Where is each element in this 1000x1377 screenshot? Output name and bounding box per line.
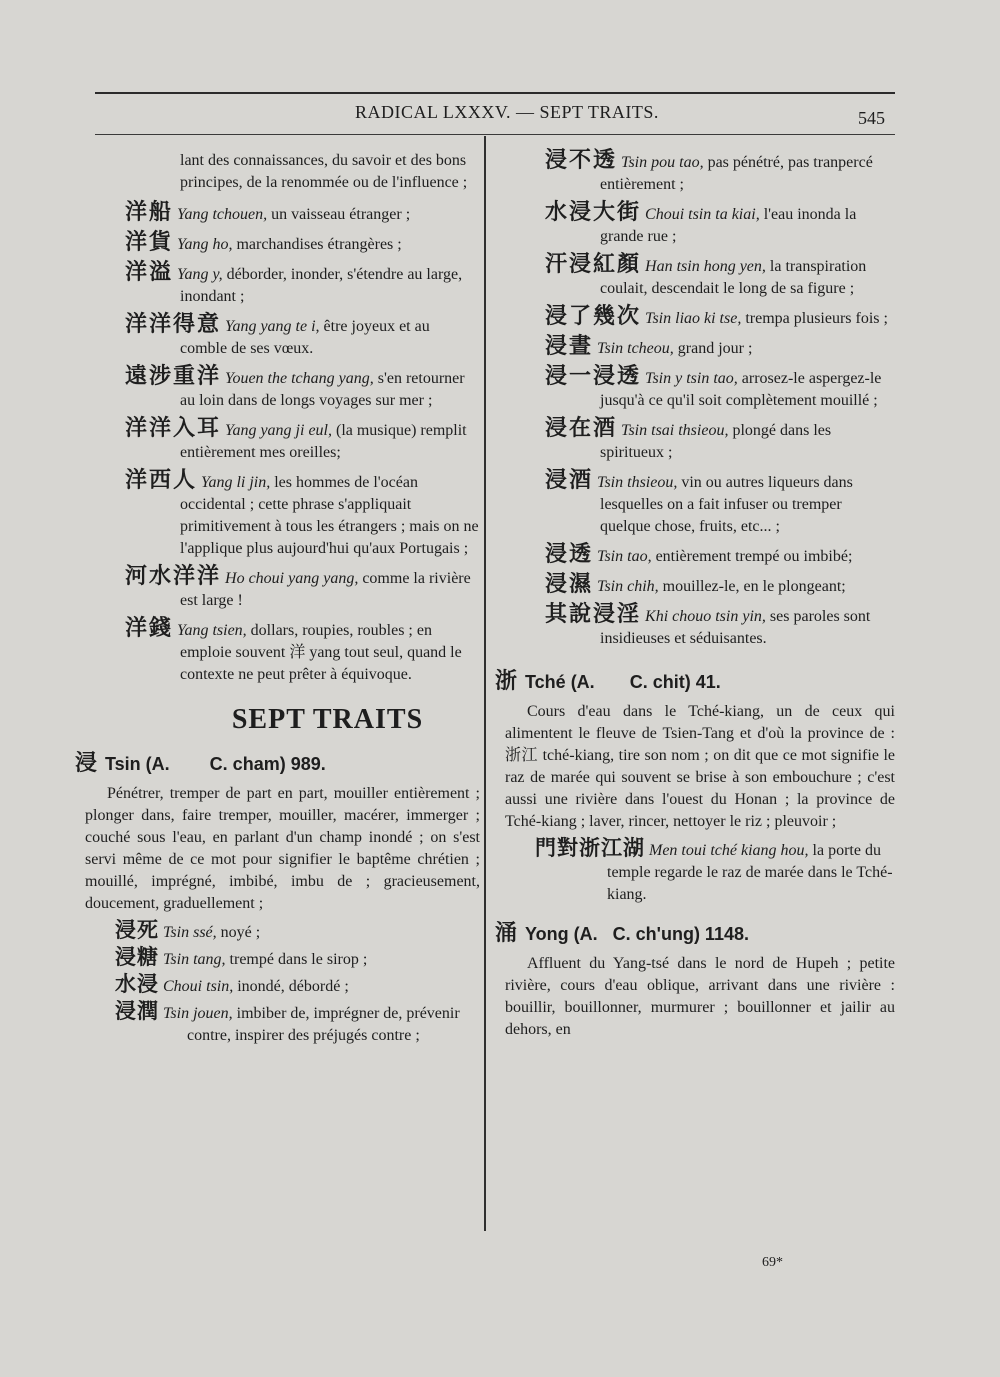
entry-romanization: Yang tsien, (177, 622, 247, 639)
entry (75, 202, 480, 226)
page-number: 545 (858, 108, 885, 128)
column-divider (484, 136, 486, 1231)
entry-romanization: Tsin liao ki tse, (645, 310, 742, 327)
headword-text: Tsin (A. C. cham) 989. (105, 754, 326, 774)
entry-chinese: 浸糖 (115, 945, 159, 969)
definition-paragraph: Cours d'eau dans le Tché-kiang, un de ceux qui alimentent le fleuve de Tsien-Tang et d'où la province de : 浙江 tché-kiang, tire son nom ; on dit que ce mot signifie le raz de marée qui souvent se brise à son embouchure ; c'est aussi une rivière dans l'ouest du Honan ; la province de Tché-kiang ; laver, rincer, nettoyer le riz ; pleuvoir ; (505, 703, 895, 830)
entry (495, 150, 895, 196)
entry-definition: ses paroles sont insidieuses et séduisantes. (600, 608, 871, 647)
entry-chinese: 洋洋得意 (125, 312, 222, 337)
entry-definition: s'en retourner au loin dans de longs voyages sur mer ; (180, 370, 465, 409)
section-title: SEPT TRAITS (231, 704, 424, 735)
entry-chinese: 洋西人 (125, 468, 198, 493)
sub-entry (115, 919, 480, 944)
entry (75, 566, 480, 612)
entry-chinese: 浸在酒 (545, 416, 618, 441)
entry-chinese: 洋洋入耳 (125, 416, 222, 441)
entry-definition: noyé ; (216, 924, 261, 941)
entry (75, 366, 480, 412)
entry-romanization: Yang ho, (177, 236, 233, 253)
entry-romanization: Han tsin hong yen, (645, 258, 766, 275)
entry-definition: plongé dans les spiritueux ; (600, 422, 832, 461)
entry (495, 604, 895, 650)
entry-romanization: Tsin thsieou, (597, 474, 678, 491)
entry-chinese: 浸了幾次 (545, 304, 642, 329)
entry-chinese: 洋貨 (125, 230, 174, 255)
entry-chinese: 汗浸紅顏 (545, 252, 642, 277)
headword-character: 涌 (495, 921, 518, 946)
sub-entry (535, 837, 895, 906)
entry-chinese: 浸晝 (545, 334, 594, 359)
entry-chinese: 河水洋洋 (125, 564, 222, 589)
entry-definition: l'eau inonda la grande rue ; (600, 206, 857, 245)
entry-definition: inondé, débordé ; (233, 978, 349, 995)
entry-romanization: Tsin jouen, (163, 1005, 233, 1022)
entry-chinese: 水浸大街 (545, 200, 642, 225)
entry-romanization: Yang tchouen, (177, 206, 268, 223)
entry-romanization: Yang yang ji eul, (225, 422, 332, 439)
entry-definition: imbiber de, imprégner de, prévenir contre, inspirer des préjugés contre ; (187, 1005, 460, 1044)
entry-romanization: Tsin tsai thsieou, (621, 422, 729, 439)
entry-chinese: 浸不透 (545, 148, 618, 173)
entry-definition: les hommes de l'océan occidental ; cette phrase s'appliquait primitivement à tous les étrangers ; mais on ne l'applique plus aujourd'hui qu'aux Portugais ; (180, 474, 479, 557)
entry (75, 618, 480, 686)
entry (495, 544, 895, 568)
entry-chinese: 水浸 (115, 972, 159, 996)
entry (495, 336, 895, 360)
entry-chinese: 浸潤 (115, 999, 159, 1023)
sub-entry (115, 1000, 480, 1047)
entry-chinese: 浸死 (115, 918, 159, 942)
entry-definition: trempé dans le sirop ; (225, 951, 368, 968)
signature-mark: 69* (762, 1255, 783, 1270)
entry-chinese: 其說浸淫 (545, 602, 642, 627)
entry (495, 254, 895, 300)
definition-paragraph: Pénétrer, tremper de part en part, mouiller entièrement ; plonger dans, faire tremper, mouiller, macérer, immerger ; couché sous l'eau, en parlant d'un champ inondé ; on s'est servi même de ce mot pour signifier le baptême chrétien ; mouillé, imprégné, imbibé, imbu de ; gracieusement, doucement, graduellement ; (85, 785, 480, 912)
entry (75, 314, 480, 360)
entry (495, 418, 895, 464)
entry-definition: la porte du temple regarde le raz de marée dans le Tché-kiang. (607, 842, 893, 903)
entry-romanization: Youen the tchang yang, (225, 370, 374, 387)
entry (75, 232, 480, 256)
running-header: RADICAL LXXXV. — SEPT TRAITS. (355, 102, 659, 122)
headword-yong (495, 916, 895, 947)
entry-chinese: 遠涉重洋 (125, 364, 222, 389)
entry-romanization: Men toui tché kiang hou, (649, 842, 809, 859)
entry-chinese: 洋錢 (125, 616, 174, 641)
entry-romanization: Tsin y tsin tao, (645, 370, 738, 387)
entry-definition: (la musique) remplit entièrement mes oreilles; (180, 422, 467, 461)
entry (75, 262, 480, 308)
entry-definition: pas pénétré, pas tranpercé entièrement ; (600, 154, 873, 193)
entry-definition: mouillez-le, en le plongeant; (658, 578, 846, 595)
entry-definition: vin ou autres liqueurs dans lesquelles on a fait infuser ou tremper quelque chose, fruits, etc... ; (600, 474, 853, 535)
entry-romanization: Yang yang te i, (225, 318, 320, 335)
entry-chinese: 門對浙江湖 (535, 836, 645, 860)
headword-character: 浸 (75, 751, 98, 776)
entry-definition: entièrement trempé ou imbibé; (651, 548, 853, 565)
entry-chinese: 浸濕 (545, 572, 594, 597)
entry-definition: grand jour ; (673, 340, 753, 357)
entry-romanization: Yang y, (177, 266, 223, 283)
header-rule (95, 134, 895, 135)
entry-romanization: Khi chouo tsin yin, (645, 608, 766, 625)
entry (495, 202, 895, 248)
entry (495, 574, 895, 598)
top-rule (95, 92, 895, 94)
sub-entry (115, 973, 480, 998)
entry-definition: marchandises étrangères ; (232, 236, 402, 253)
sub-entry (115, 946, 480, 971)
entry-romanization: Tsin pou tao, (621, 154, 704, 171)
entry-chinese: 浸酒 (545, 468, 594, 493)
entry-chinese: 洋船 (125, 200, 174, 225)
entry (75, 418, 480, 464)
entry-romanization: Tsin chih, (597, 578, 659, 595)
entry-romanization: Choui tsin, (163, 978, 234, 995)
headword-text: Yong (A. C. ch'ung) 1148. (525, 924, 749, 944)
headword-character: 浙 (495, 669, 518, 694)
right-column (495, 150, 895, 1045)
entry-romanization: Tsin tcheou, (597, 340, 674, 357)
entry-romanization: Tsin ssé, (163, 924, 217, 941)
entry-romanization: Tsin tang, (163, 951, 226, 968)
entry-definition: un vaisseau étranger ; (267, 206, 411, 223)
entry-definition: la transpiration coulait, descendait le long de sa figure ; (600, 258, 867, 297)
continued-text: lant des connaissances, du savoir et des bons principes, de la renommée ou de l'influence ; (180, 152, 468, 191)
entry-definition: arrosez-le aspergez-le jusqu'à ce qu'il soit complètement mouillé ; (600, 370, 882, 409)
entry (495, 470, 895, 538)
entry-definition: déborder, inonder, s'étendre au large, inondant ; (180, 266, 463, 305)
entry-romanization: Yang li jin, (201, 474, 271, 491)
entry-definition: dollars, roupies, roubles ; en emploie souvent 洋 yang tout seul, quand le contexte ne peut prêter à équivoque. (180, 622, 462, 683)
entry (75, 470, 480, 560)
entry-chinese: 洋溢 (125, 260, 174, 285)
entry-chinese: 浸透 (545, 542, 594, 567)
entry-definition: comme la rivière est large ! (180, 570, 471, 609)
entry-romanization: Choui tsin ta kiai, (645, 206, 760, 223)
headword-tsin (75, 746, 480, 777)
entry-romanization: Tsin tao, (597, 548, 652, 565)
definition-paragraph: Affluent du Yang-tsé dans le nord de Hupeh ; petite rivière, cours d'eau oblique, arrivant dans une rivière : bouillir, bouillonner, murmurer ; bouillonner et jailir au dehors, en (505, 955, 895, 1038)
entry-romanization: Ho choui yang yang, (225, 570, 359, 587)
entry-definition: trempa plusieurs fois ; (741, 310, 888, 327)
headword-tche (495, 664, 895, 695)
entry (495, 306, 895, 330)
entry-definition: être joyeux et au comble de ses vœux. (180, 318, 430, 357)
entry (495, 366, 895, 412)
headword-text: Tché (A. C. chit) 41. (525, 672, 721, 692)
entry-chinese: 浸一浸透 (545, 364, 642, 389)
left-column (75, 150, 480, 1049)
